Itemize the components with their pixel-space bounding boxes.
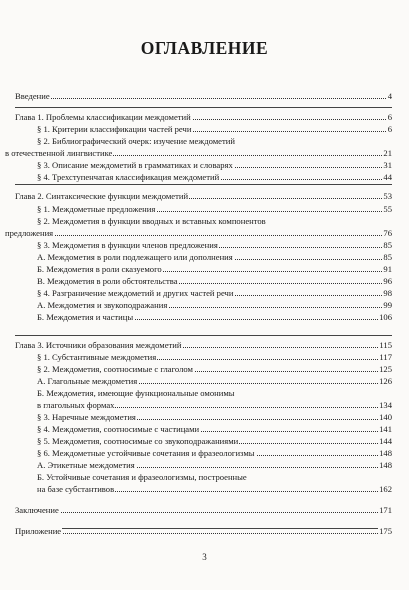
toc-page-number: 171 — [379, 505, 392, 515]
toc-entry[interactable] — [15, 471, 392, 483]
toc-page-number: 4 — [387, 91, 392, 101]
toc-entry-title: § 2. Междометия в функции вводных и вставных компонентов — [37, 216, 266, 226]
toc-entry-title: предложения — [5, 228, 54, 238]
page-number: 3 — [202, 552, 207, 562]
toc-entry-title: А. Междометия и звукоподражания — [37, 300, 168, 310]
toc-entry[interactable] — [15, 459, 392, 471]
toc-entry-title: Глава 3. Источники образования междометий — [15, 340, 182, 350]
toc-entry[interactable] — [15, 339, 392, 351]
toc-entry[interactable] — [15, 363, 392, 375]
toc-page-number: 144 — [379, 436, 392, 446]
toc-entry-title: § 4. Разграничение междометий и других частей речи — [37, 288, 234, 298]
toc-page-number: 21 — [383, 148, 392, 158]
toc-page-number: 125 — [379, 364, 392, 374]
toc-entry[interactable] — [5, 227, 392, 239]
toc-entry-title: А. Этикетные междометия — [37, 460, 135, 470]
toc-entry-title: В. Междометия в роли обстоятельства — [37, 276, 178, 286]
toc-entry[interactable] — [15, 311, 392, 323]
divider — [15, 335, 392, 336]
toc-page-number: 140 — [379, 412, 392, 422]
toc-page-number: 106 — [379, 312, 392, 322]
toc-entry[interactable] — [15, 504, 392, 516]
toc-page-number: 85 — [383, 252, 392, 262]
toc-entry[interactable] — [15, 447, 392, 459]
toc-entry[interactable] — [15, 203, 392, 215]
toc-entry[interactable] — [15, 215, 392, 227]
toc-page-number: 126 — [379, 376, 392, 386]
toc-entry[interactable] — [15, 190, 392, 202]
toc-entry-title: Глава 1. Проблемы классификации междометий — [15, 112, 191, 122]
toc-page-number: 99 — [383, 300, 392, 310]
toc-entry-title: § 2. Библиографический очерк: изучение междометий — [37, 136, 235, 146]
toc-entry-title: в отечественной лингвистике — [5, 148, 113, 158]
toc-entry[interactable] — [15, 399, 392, 411]
toc-entry[interactable] — [15, 351, 392, 363]
toc-entry[interactable] — [15, 483, 392, 495]
toc-entry[interactable] — [15, 159, 392, 171]
toc-entry[interactable] — [15, 287, 392, 299]
toc-entry-title: Введение — [15, 91, 50, 101]
toc-entry-title: в глагольных формах — [37, 400, 115, 410]
toc-entry-title: § 4. Трехступенчатая классификация междометий — [37, 172, 220, 182]
toc-entry-title: Б. Междометия в роли сказуемого — [37, 264, 162, 274]
toc-entry[interactable] — [15, 423, 392, 435]
toc-entry[interactable] — [15, 299, 392, 311]
toc-page-number: 98 — [383, 288, 392, 298]
toc-page-number: 6 — [387, 112, 392, 122]
toc-entry[interactable] — [15, 251, 392, 263]
page-title: ОГЛАВЛЕНИЕ — [140, 38, 269, 58]
toc-page-number: 6 — [387, 124, 392, 134]
toc-entry-title: § 1. Междометные предложения — [37, 204, 156, 214]
toc-page-number: 76 — [383, 228, 392, 238]
toc-entry-title: § 1. Критерии классификации частей речи — [37, 124, 192, 134]
toc-entry-title: § 4. Междометия, соотносимые с частицами — [37, 424, 200, 434]
toc-page-number: 31 — [383, 160, 392, 170]
toc-entry-title: § 3. Междометия в функции членов предложения — [37, 240, 218, 250]
toc-page-number: 141 — [379, 424, 392, 434]
toc-entry-title: А. Глагольные междометия — [37, 376, 138, 386]
toc-entry-title: Б. Междометия и частицы — [37, 312, 134, 322]
toc-page-number: 91 — [383, 264, 392, 274]
toc-entry-title: § 1. Субстантивные междометия — [37, 352, 157, 362]
toc-entry-title: Заключение — [15, 505, 59, 515]
toc-entry[interactable] — [15, 525, 392, 537]
toc-entry-title: А. Междометия в роли подлежащего или дополнения — [37, 252, 233, 262]
toc-entry-title: Глава 2. Синтаксические функции междометий — [15, 191, 189, 201]
toc-entry-title: Б. Устойчивые сочетания и фразеологизмы, построенные — [37, 472, 247, 482]
toc-entry-title: § 3. Наречные междометия — [37, 412, 136, 422]
toc-entry[interactable] — [15, 171, 392, 183]
toc-entry[interactable] — [15, 387, 392, 399]
toc-entry-title: на базе субстантивов — [37, 484, 115, 494]
toc-entry-title: § 5. Междометия, соотносимые со звукоподражаниями — [37, 436, 239, 446]
toc-page-number: 148 — [379, 448, 392, 458]
toc-entry[interactable] — [15, 375, 392, 387]
toc-entry-title: Приложение — [15, 526, 62, 536]
toc-page-number: 96 — [383, 276, 392, 286]
toc-entry[interactable] — [15, 111, 392, 123]
toc-entry[interactable] — [15, 239, 392, 251]
toc-entry[interactable] — [15, 263, 392, 275]
toc-entry[interactable] — [15, 411, 392, 423]
toc-page-number: 85 — [383, 240, 392, 250]
toc-entry[interactable] — [15, 90, 392, 102]
divider — [15, 184, 392, 185]
toc-page-number: 134 — [379, 400, 392, 410]
toc-page-number: 53 — [383, 191, 392, 201]
toc-page-number: 55 — [383, 204, 392, 214]
toc-entry-title: § 6. Междометные устойчивые сочетания и фразеологизмы — [37, 448, 255, 458]
toc-page-number: 117 — [379, 352, 392, 362]
toc-entry[interactable] — [15, 135, 392, 147]
toc-page-number: 148 — [379, 460, 392, 470]
toc-entry[interactable] — [15, 435, 392, 447]
toc-entry-title: Б. Междометия, имеющие функциональные омонимы — [37, 388, 235, 398]
toc-entry[interactable] — [15, 275, 392, 287]
toc-entry[interactable] — [15, 123, 392, 135]
toc-entry[interactable] — [5, 147, 392, 159]
toc-entry-title: § 3. Описание междометий в грамматиках и словарях — [37, 160, 233, 170]
toc-page-number: 175 — [379, 526, 392, 536]
divider — [15, 107, 392, 108]
toc-page-number: 115 — [379, 340, 392, 350]
toc-page-number: 162 — [379, 484, 392, 494]
toc-page-number: 44 — [383, 172, 392, 182]
toc-entry-title: § 2. Междометия, соотносимые с глаголом — [37, 364, 193, 374]
